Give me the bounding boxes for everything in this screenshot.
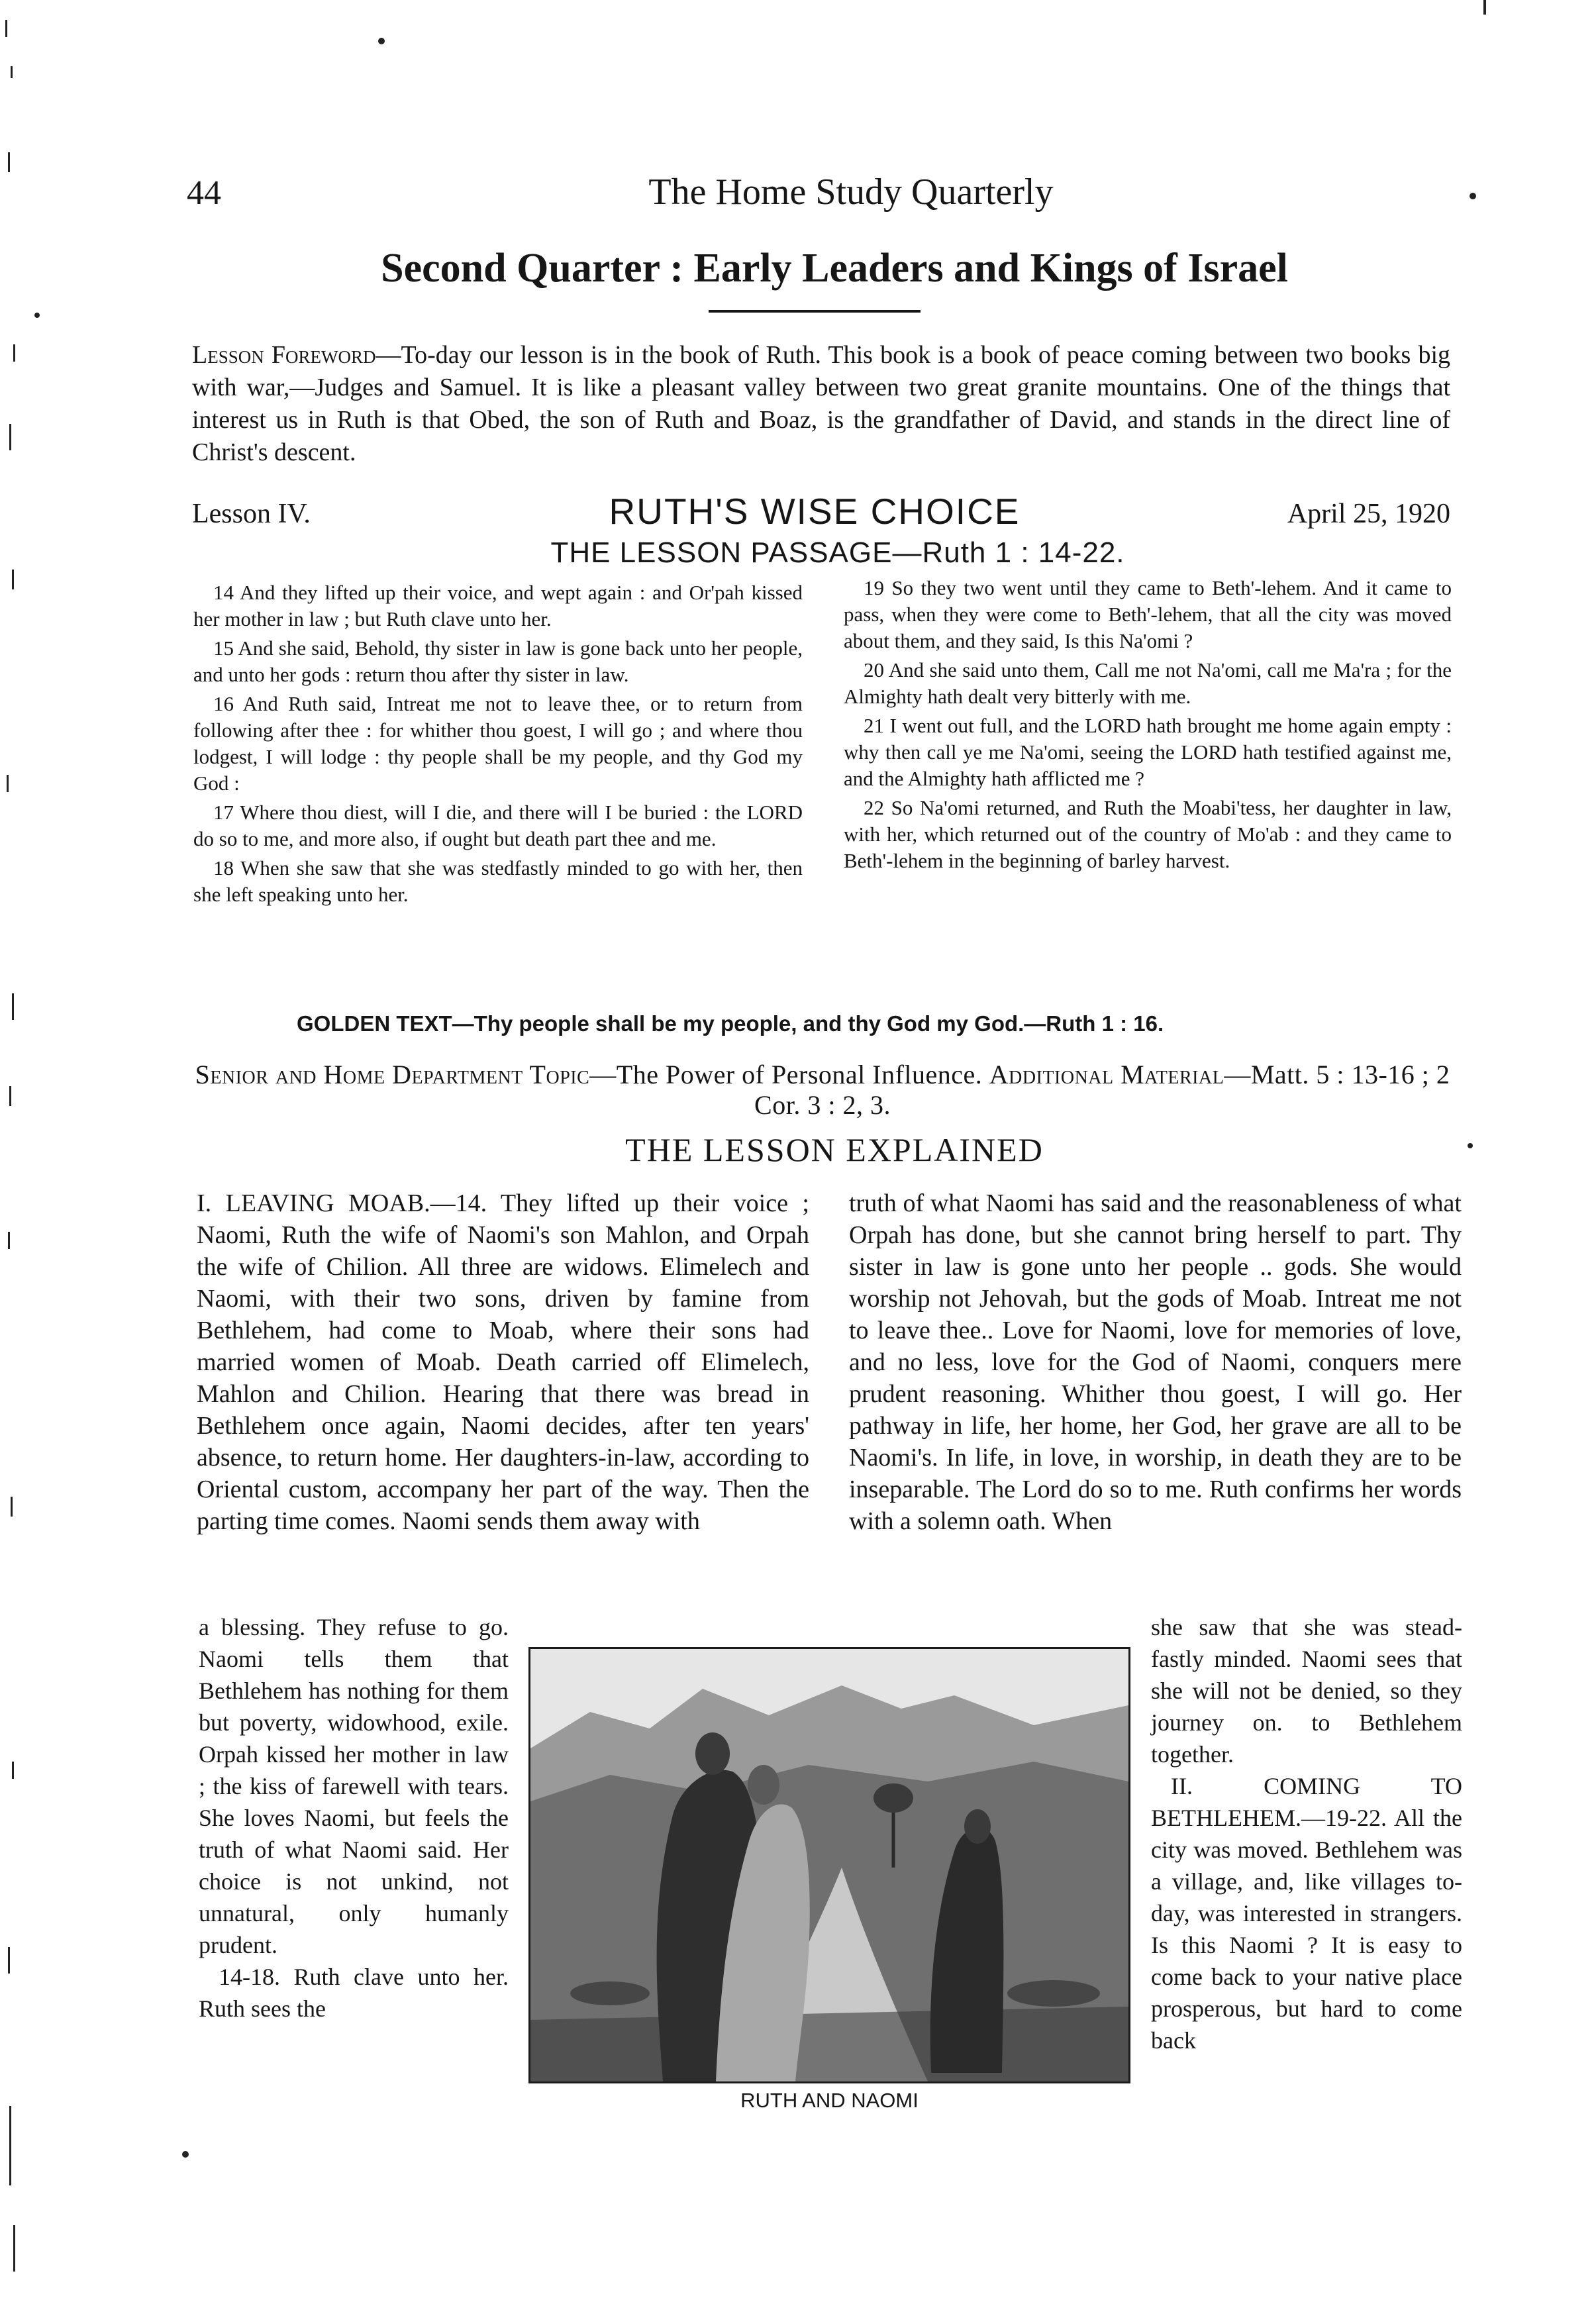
department-topic: [193, 1060, 1452, 1121]
commentary-left-narrow: [199, 1611, 509, 2025]
lesson-number: Lesson IV.: [192, 499, 311, 529]
topic-label: Senior and Home Department Topic: [195, 1060, 590, 1089]
commentary-paragraph: she saw that she was stead-fastly minded. Naomi sees that she will not be denied, so they journey on. to Bethlehem together.: [1151, 1614, 1462, 1768]
lesson-title: RUTH'S WISE CHOICE: [609, 491, 1021, 532]
foreword-text: —To-day our lesson is in the book of Ruth. This book is a book of peace coming between two books big with war,—Judges and Samuel. It is like a pleasant valley between two great granite mountains. One of the things that interest us in Ruth is that Obed, the son of Ruth and Boaz, is the grandfather of David, and stands in the direct line of Christ's descent.: [192, 341, 1451, 466]
additional-material-label: Additional Material: [989, 1060, 1224, 1089]
quarter-title: Second Quarter : Early Leaders and Kings of Israel: [381, 246, 1288, 291]
ruth-and-naomi-illustration: [528, 1647, 1130, 2083]
verse: 18 When she saw that she was stedfastly minded to go with her, then she left speaking unto her.: [193, 856, 803, 906]
verse: 21 I went out full, and the LORD hath brought me home again empty : why then call ye me Na'omi, seeing the LORD hath testified against me, and the Almighty hath afflicted me ?: [844, 714, 1452, 790]
page-number: 44: [187, 174, 221, 212]
commentary-paragraph: 14-18. Ruth clave unto her. Ruth sees the: [199, 1964, 509, 2022]
verse: 14 And they lifted up their voice, and wept again : and Or'pah kissed her mother in law ; but Ruth clave unto her.: [193, 581, 803, 630]
running-head: The Home Study Quarterly: [648, 172, 1054, 213]
verse: 17 Where thou diest, will I die, and there will I be buried : the LORD do so to me, and more also, if ought but death part thee and me.: [193, 801, 803, 850]
verse: 15 And she said, Behold, thy sister in law is gone back unto her people, and unto her gods : return thou after thy sister in law.: [193, 636, 803, 686]
commentary-paragraph: II. COMING TO BETHLEHEM.—19-22. All the city was moved. Bethlehem was a village, and, like villages to-day, was interested in strangers. Is this Naomi ? It is easy to come back to your native place prosperous, but hard to come back: [1151, 1773, 1462, 2054]
verses-left-column: [193, 579, 803, 911]
commentary-left-top: I. LEAVING MOAB.—14. They lifted up their voice ; Naomi, Ruth the wife of Naomi's son Mahlon, and Orpah the wife of Chilion. All three are widows. Elimelech and Naomi, with their two sons, driven by famine from Bethlehem, had come to Moab, where their sons had married women of Moab. Death carried off Elimelech, Mahlon and Chilion. Hearing that there was bread in Bethlehem once again, Naomi decides, after ten years' absence, to return home. Her daughters-in-law, according to Oriental custom, accompany her part of the way. Then the parting time comes. Naomi sends them away with: [197, 1189, 809, 1535]
verse: 19 So they two went until they came to Beth'-lehem. And it came to pass, when they were come to Beth'-lehem, that all the city was moved about them, and they said, Is this Na'omi ?: [844, 576, 1452, 652]
additional-material-text: —Matt. 5 : 13-16 ; 2 Cor. 3 : 2, 3.: [754, 1060, 1450, 1120]
commentary-paragraph: a blessing. They refuse to go. Naomi tells them that Bethlehem has nothing for them but poverty, widowhood, exile. Orpah kissed her mother in law ; the kiss of farewell with tears. She loves Naomi, but feels the truth of what Naomi said. Her choice is not unkind, not unnatural, only humanly prudent.: [199, 1614, 509, 1958]
topic-text: —The Power of Personal Influence.: [589, 1060, 983, 1089]
golden-text: GOLDEN TEXT—Thy people shall be my people, and thy God my God.—Ruth 1 : 16.: [297, 1011, 1164, 1036]
lesson-date: April 25, 1920: [1287, 499, 1450, 529]
illustration-caption: RUTH AND NAOMI: [740, 2089, 919, 2112]
passage-heading: THE LESSON PASSAGE—Ruth 1 : 14-22.: [550, 536, 1125, 569]
commentary-right-top: truth of what Naomi has said and the reasonableness of what Orpah has done, but she cannot bring herself to part. Thy sister in law is gone unto her people .. gods. She would worship not Jehovah, but the gods of Moab. Intreat me not to leave thee.. Love for Naomi, love for memories of love, and no less, love for the God of Naomi, conquers mere prudent reasoning. Whither thou goest, I will go. Her pathway in life, her home, her God, her grave are all to be Naomi's. In life, in love, in worship, in death they are to be inseparable. The Lord do so to me. Ruth confirms her words with a solemn oath. When: [849, 1189, 1462, 1535]
verse: 22 So Na'omi returned, and Ruth the Moabi'tess, her daughter in law, with her, which returned out of the country of Mo'ab : and they came to Beth'-lehem in the beginning of barley harvest.: [844, 796, 1452, 872]
title-divider: [709, 310, 921, 313]
verse: 16 And Ruth said, Intreat me not to leave thee, or to return from following after thee : for whither thou goest, I will go ; and where thou lodgest, I will lodge : thy people shall be my people, and thy God my God :: [193, 692, 803, 795]
verses-right-column: [844, 575, 1452, 877]
commentary-right-narrow: [1151, 1611, 1462, 2056]
verse: 20 And she said unto them, Call me not Na'omi, call me Ma'ra ; for the Almighty hath dealt very bitterly with me.: [844, 658, 1452, 708]
lesson-foreword: [192, 339, 1450, 469]
lesson-explained-heading: THE LESSON EXPLAINED: [625, 1131, 1044, 1168]
foreword-label: Lesson Foreword: [192, 341, 376, 369]
